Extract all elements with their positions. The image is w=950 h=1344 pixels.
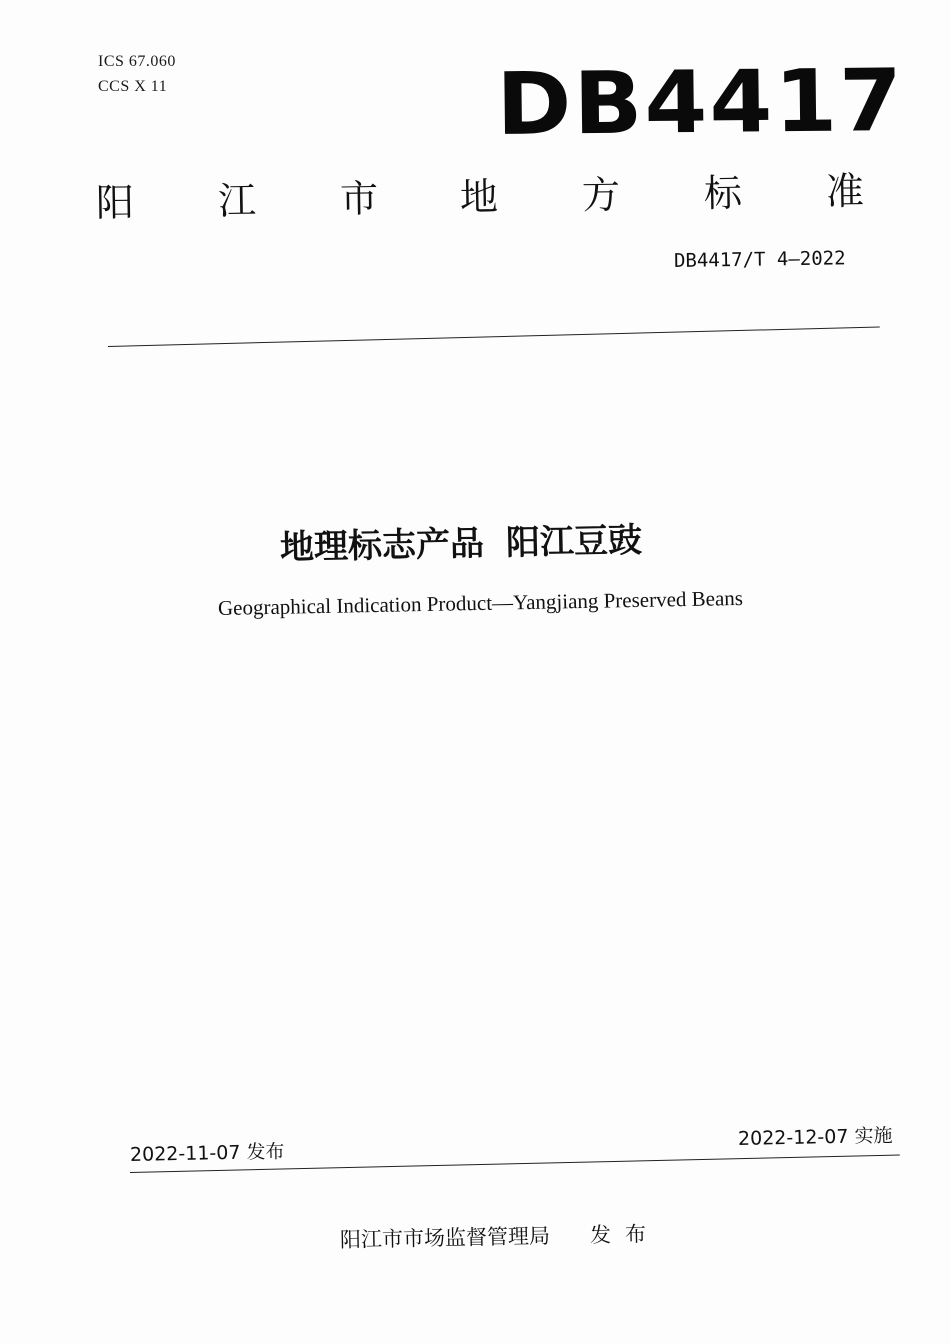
heading-char-1: 阳 bbox=[95, 180, 135, 225]
header-divider bbox=[108, 326, 880, 347]
heading-char-6: 标 bbox=[703, 170, 743, 216]
ccs-code: CCS X 11 bbox=[98, 78, 168, 95]
title-english: Geographical Indication Product—Yangjiang Preserved Beans bbox=[217, 585, 744, 620]
heading-char-3: 市 bbox=[339, 176, 379, 222]
effective-date: 2022-12-07 实施 bbox=[737, 1124, 893, 1150]
heading-char-5: 方 bbox=[581, 172, 621, 218]
title-chinese bbox=[279, 512, 642, 569]
standard-code-logo: DB4417 bbox=[495, 50, 905, 155]
heading-char-7: 准 bbox=[825, 168, 865, 214]
heading-char-4: 地 bbox=[459, 174, 499, 220]
title-chinese-part2: 阳江豆豉 bbox=[505, 520, 643, 564]
title-chinese-part1: 地理标志产品 bbox=[279, 523, 485, 568]
issuer-name: 阳江市市场监督管理局 bbox=[339, 1223, 551, 1252]
issuer-action: 发布 bbox=[589, 1221, 661, 1248]
issuer bbox=[340, 1218, 661, 1254]
publish-date: 2022-11-07 发布 bbox=[129, 1140, 285, 1166]
local-standard-heading bbox=[96, 160, 877, 232]
heading-char-2: 江 bbox=[217, 178, 257, 224]
ics-code: ICS 67.060 bbox=[98, 53, 176, 70]
standard-number: DB4417/T 4—2022 bbox=[673, 247, 846, 272]
